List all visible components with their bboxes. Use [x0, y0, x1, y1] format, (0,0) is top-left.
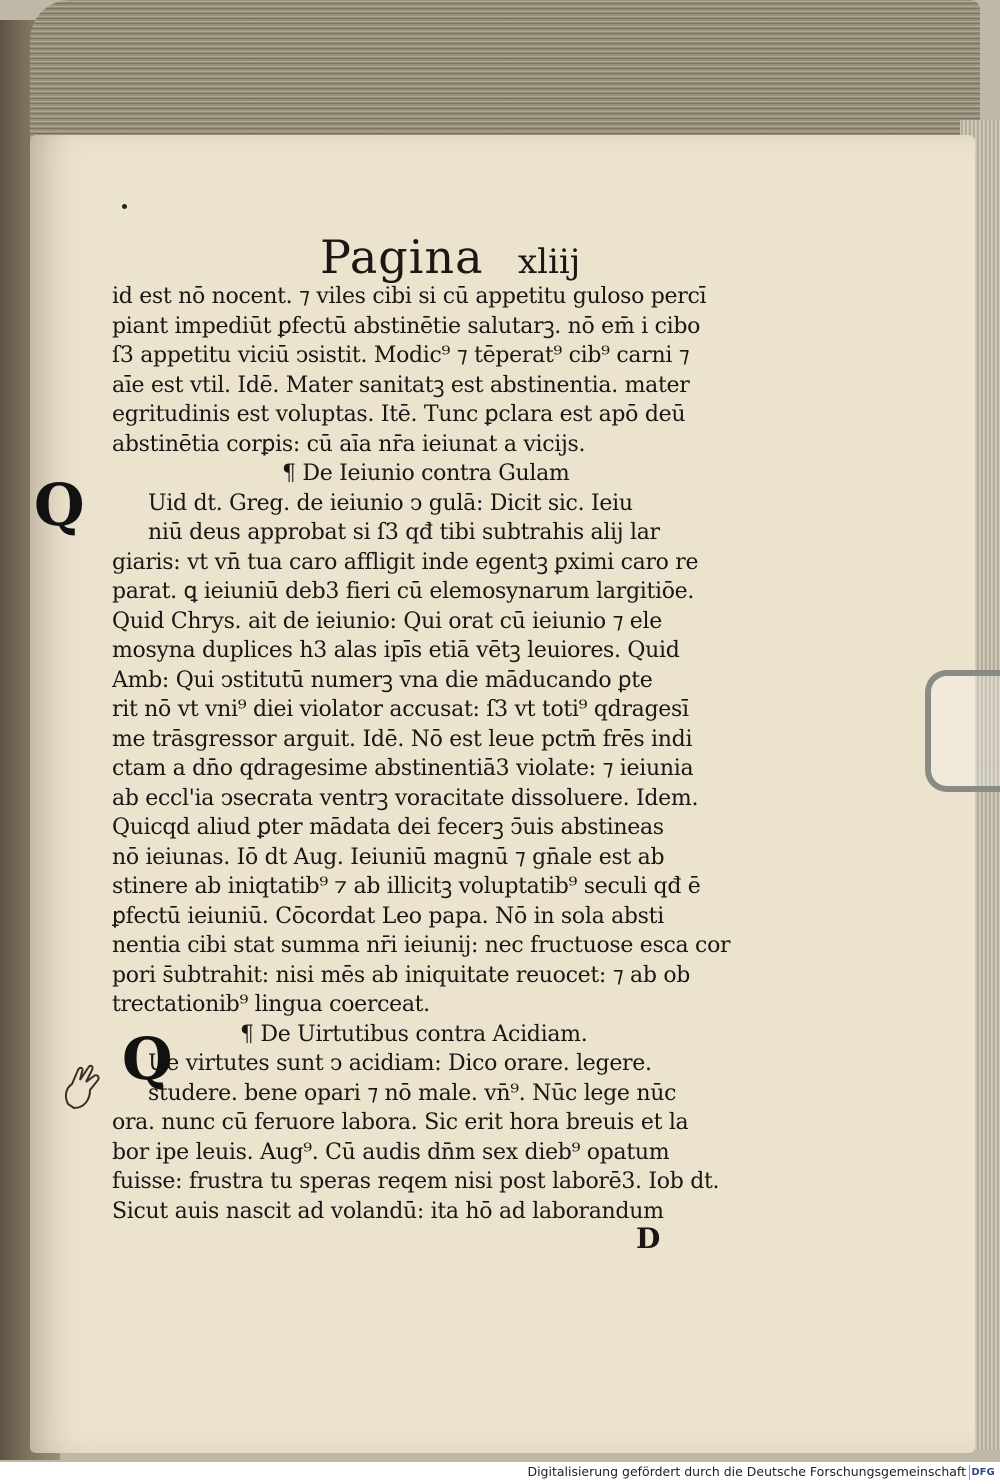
text-line: Uid dt. Greg. de ieiunio ↄ gulā: Dicit sic. Ieiu — [148, 490, 633, 516]
text-line: ab eccl'ia ↄsecrata ventrꝫ voracitate dissoluere. Idem. — [112, 785, 699, 811]
body-text — [112, 282, 772, 1226]
text-line: Quicqd aliud ꝑter mādata dei fecerꝫ ↄ̄uis abstineas — [112, 815, 664, 840]
text-line: piant impediūt ꝑfectū abstinētie salutarꝫ. nō em̄ i cibo — [112, 313, 701, 339]
text-line: rit nō vt vni⁹ diei violator accusat: ſ3 vt toti⁹ qdragesī — [112, 697, 689, 722]
manicule-icon — [60, 1060, 104, 1112]
text-line: nō ieiunas. Iō dt Aug. Ieiuniū magnū ⁊ gn̄ale est ab — [112, 844, 665, 870]
text-line: giaris: vt vn̄ tua caro affligit inde egentꝫ ꝑximi caro re — [112, 549, 699, 575]
text-line: abstinētia corꝑis: cū aīa nr̄a ieiunat a vicijs. — [112, 431, 586, 457]
footer-bar — [0, 1462, 1000, 1484]
initial-capital: Q — [34, 471, 85, 539]
text-line: parat. ꝗ ieiuniū deb3 fieri cū elemosynarum largitiōe. — [112, 579, 695, 604]
text-line: studere. bene opari ⁊ nō male. vn̄⁹. Nūc lege nūc — [148, 1080, 677, 1106]
folio-number: xliij — [518, 242, 581, 282]
section-heading-gula: ¶ De Ieiunio contra Gulam — [282, 461, 570, 486]
text-line: pori s̄ubtrahit: nisi mēs ab iniquitate reuocet: ⁊ ab ob — [112, 962, 691, 988]
text-line: Sicut auis nascit ad volandū: ita hō ad laborandum — [112, 1198, 664, 1224]
header-word: Pagina — [320, 230, 484, 284]
text-line: bor ipe leuis. Aug⁹. Cū audis dn̄m sex dieb⁹ opatum — [112, 1139, 670, 1165]
text-line: mosyna duplices h3 alas ipīs etiā vētꝫ leuiores. Quid — [112, 638, 680, 663]
text-line: ctam a dn̄o qdragesime abstinentiā3 violate: ⁊ ieiunia — [112, 756, 694, 781]
text-line: stinere ab iniqtatib⁹ ⁊ ab illicitꝫ voluptatib⁹ seculi qđ ē — [112, 874, 701, 899]
text-line: aīe est vtil. Idē. Mater sanitatꝫ est abstinentia. mater — [112, 372, 690, 398]
text-line: nentia cibi stat summa nr̄i ieiunij: nec fructuose esca cor — [112, 933, 731, 958]
text-line: fuisse: frustra tu speras reqem nisi post laborē3. Iob dt. — [112, 1169, 720, 1194]
text-line: egritudinis est voluptas. Itē. Tunc ꝑclara est apō deū — [112, 402, 686, 427]
text-line: id est nō nocent. ⁊ viles cibi si cū appetitu guloso percī — [112, 284, 707, 309]
text-line: Quid Chrys. ait de ieiunio: Qui orat cū ieiunio ⁊ ele — [112, 608, 662, 634]
text-line: ſ3 appetitu viciū ↄsistit. Modic⁹ ⁊ tēperat⁹ cib⁹ carni ⁊ — [112, 343, 690, 368]
text-line: ꝑfectū ieiuniū. Cōcordat Leo papa. Nō in sola absti — [112, 903, 664, 929]
text-line: Ue virtutes sunt ↄ acidiam: Dico orare. legere. — [148, 1051, 652, 1076]
text-line: trectationib⁹ lingua coerceat. — [112, 992, 430, 1017]
dfg-logo: DFG — [969, 1465, 996, 1480]
text-line: me trāsgressor arguit. Idē. Nō est leue pctm̄ frēs indi — [112, 726, 693, 752]
clasp-ring — [925, 670, 1000, 792]
section-heading-acidia: ¶ De Uirtutibus contra Acidiam. — [240, 1021, 588, 1047]
ink-dot — [122, 204, 127, 209]
initial-capital: Q — [122, 1025, 173, 1093]
catchword: D — [636, 1222, 661, 1255]
footer-credit: Digitalisierung gefördert durch die Deutsche Forschungsgemeinschaft — [527, 1464, 966, 1479]
text-line: ora. nunc cū feruore labora. Sic erit hora breuis et la — [112, 1110, 689, 1135]
text-line: Amb: Qui ↄstitutū numerꝫ vna die māducando ꝑte — [112, 667, 653, 693]
text-line: niū deus approbat si ſ3 qđ tibi subtrahis alij lar — [148, 520, 660, 545]
running-header — [320, 230, 640, 290]
